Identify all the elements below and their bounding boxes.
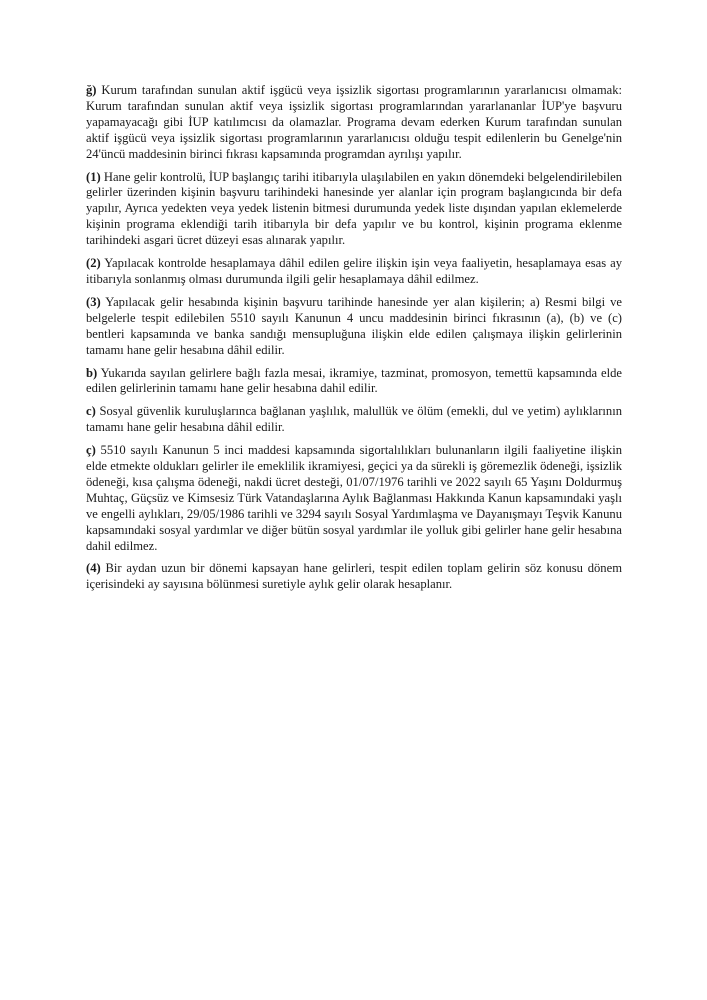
document-page <box>86 83 622 600</box>
paragraph-marker: (1) <box>86 169 101 184</box>
paragraph-4 <box>86 561 622 593</box>
paragraph-g-breve <box>86 83 622 163</box>
paragraph-marker: b) <box>86 365 98 380</box>
paragraph-marker: (3) <box>86 294 101 309</box>
paragraph-2 <box>86 256 622 288</box>
paragraph-text: Sosyal güvenlik kuruluşlarınca bağlanan yaşlılık, malullük ve ölüm (emekli, dul ve yetim) aylıklarının tamamı hane gelir hesabına dâhil edilir. <box>86 404 622 435</box>
paragraph-marker: c) <box>86 404 96 419</box>
paragraph-marker: ğ) <box>86 83 97 97</box>
paragraph-c <box>86 404 622 436</box>
paragraph-text: Yukarıda sayılan gelirlere bağlı fazla mesai, ikramiye, tazminat, promosyon, temettü kapsamında elde edilen gelirlerinin tamamı hane gelir hesabına dahil edilir. <box>86 365 622 396</box>
paragraph-marker: (2) <box>86 256 101 271</box>
paragraph-3 <box>86 295 622 359</box>
paragraph-c-cedilla <box>86 443 622 554</box>
paragraph-marker: ç) <box>86 443 96 458</box>
paragraph-b <box>86 366 622 398</box>
paragraph-text: 5510 sayılı Kanunun 5 inci maddesi kapsamında sigortalılıkları bulunanların ilgili faaliyetine ilişkin elde etmekte oldukları gelirler ile emeklilik ikramiyesi, geçici ya da sürekli iş göremezlik ödeneği, işsizlik ödeneği, kısa çalışma ödeneği, nakdi ücret desteği, 01/07/1976 tarihli ve 2022 sayılı 65 Yaşını Doldurmuş Muhtaç, Güçsüz ve Kimsesiz Türk Vatandaşlarına Aylık Bağlanması Hakkında Kanun kapsamındaki yaşlı ve engelli aylıkları, 29/05/1986 tarihli ve 3294 sayılı Sosyal Yardımlaşma ve Dayanışmayı Teşvik Kanunu kapsamındaki sosyal yardımlar ve diğer bütün sosyal yardımlar ile yolluk gibi gelirler hane gelir hesabına dahil edilmez. <box>86 443 622 553</box>
paragraph-text: Yapılacak gelir hesabında kişinin başvuru tarihinde hanesinde yer alan kişilerin; a) Resmi bilgi ve belgelerle tespit edilebilen 5510 sayılı Kanunun 4 uncu maddesinin birinci fıkrasının (a), (b) ve (c) bentleri kapsamında ve banka sandığı mensupluğuna ilişkin elde edilen çalışmaya ilişkin gelirlerinin tamamı hane gelir hesabına dâhil edilir. <box>86 294 622 357</box>
paragraph-marker: (4) <box>86 561 101 576</box>
paragraph-text: Hane gelir kontrolü, İUP başlangıç tarihi itibarıyla ulaşılabilen en yakın dönemdeki belgelendirilebilen gelirler üzerinden kişinin başvuru tarihindeki hanesinde yer alanlar için program başlangıcında bir defa yapılır, Ayrıca yedekten veya yedek listenin bitmesi durumunda yedek liste dışından yapılan eklemelerde kişinin programa eklendiği tarih itibarıyla bir defa yapılır ve bu kontrol, kişinin programa eklenme tarihindeki asgari ücret düzeyi esas alınarak yapılır. <box>86 169 622 248</box>
paragraph-1 <box>86 170 622 250</box>
paragraph-text: Bir aydan uzun bir dönemi kapsayan hane gelirleri, tespit edilen toplam gelirin söz konusu dönem içerisindeki ay sayısına bölünmesi suretiyle aylık gelir olarak hesaplanır. <box>86 561 622 592</box>
paragraph-text: Yapılacak kontrolde hesaplamaya dâhil edilen gelire ilişkin işin veya faaliyetin, hesaplamaya esas ay itibarıyla sonlanmış olması durumunda ilgili gelir hesaplamaya dâhil edilmez. <box>86 256 622 286</box>
paragraph-text: Kurum tarafından sunulan aktif işgücü veya işsizlik sigortası programlarının yararlanıcısı olmamak: Kurum tarafından sunulan aktif veya işsizlik sigortası programlarından yararlananlar İUP'ye başvuru yapamayacağı gibi İUP katılımcısı da olamazlar. Programa devam ederken Kurum tarafından sunulan aktif işgücü veya işsizlik sigortası programlarının yararlanıcısı olduğu tespit edilenlerin bu Genelge'nin 24'üncü maddesinin birinci fıkrası kapsamında programdan ayrılışı yapılır. <box>86 83 622 161</box>
